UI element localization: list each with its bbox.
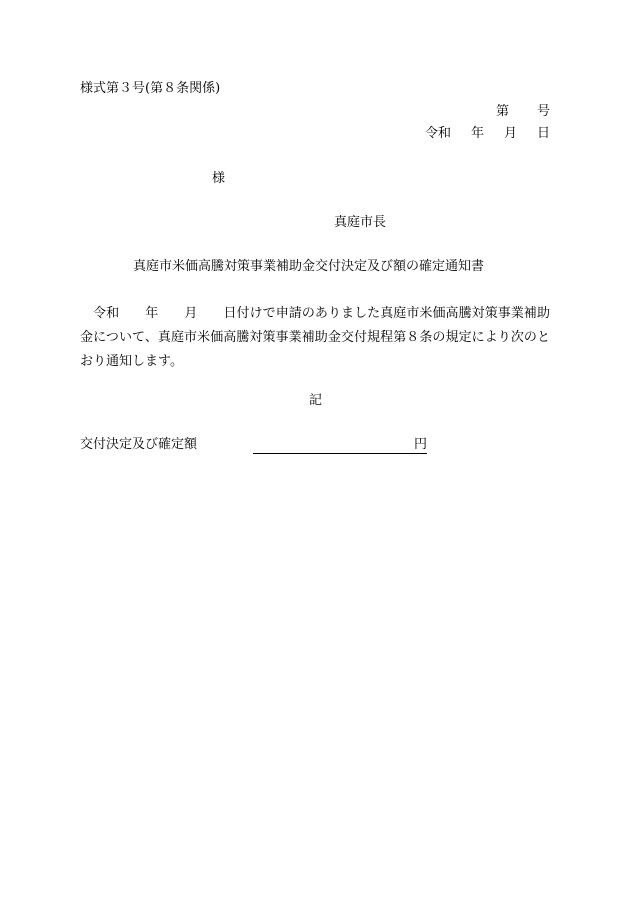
issue-date	[425, 126, 550, 142]
body-year: 年	[145, 306, 159, 321]
document-title: 真庭市米価高騰対策事業補助金交付決定及び額の確定通知書	[133, 259, 485, 274]
date-era: 令和	[424, 126, 451, 141]
date-day: 日	[536, 126, 550, 141]
amount-unit: 円	[413, 437, 427, 452]
doc-number-suffix: 号	[536, 104, 550, 119]
date-year: 年	[470, 126, 484, 141]
body-text: 日付けで申請のありました真庭市米価高騰対策事業補助金について、真庭市米価高騰対策事業補助金交付規程第８条の規定により次のとおり通知します。	[80, 306, 550, 369]
date-month: 月	[503, 126, 517, 141]
document-number	[496, 104, 550, 120]
recipient-honorific: 様	[212, 171, 226, 186]
body-era: 令和	[93, 306, 120, 321]
sender-name: 真庭市長	[334, 215, 387, 230]
form-number: 様式第３号(第８条関係)	[80, 81, 221, 96]
amount-label: 交付決定及び確定額	[80, 437, 198, 452]
body-month: 月	[184, 306, 198, 321]
body-paragraph	[80, 302, 550, 374]
ki-heading: 記	[309, 393, 323, 408]
amount-field	[253, 437, 427, 454]
doc-number-prefix: 第	[495, 104, 509, 119]
